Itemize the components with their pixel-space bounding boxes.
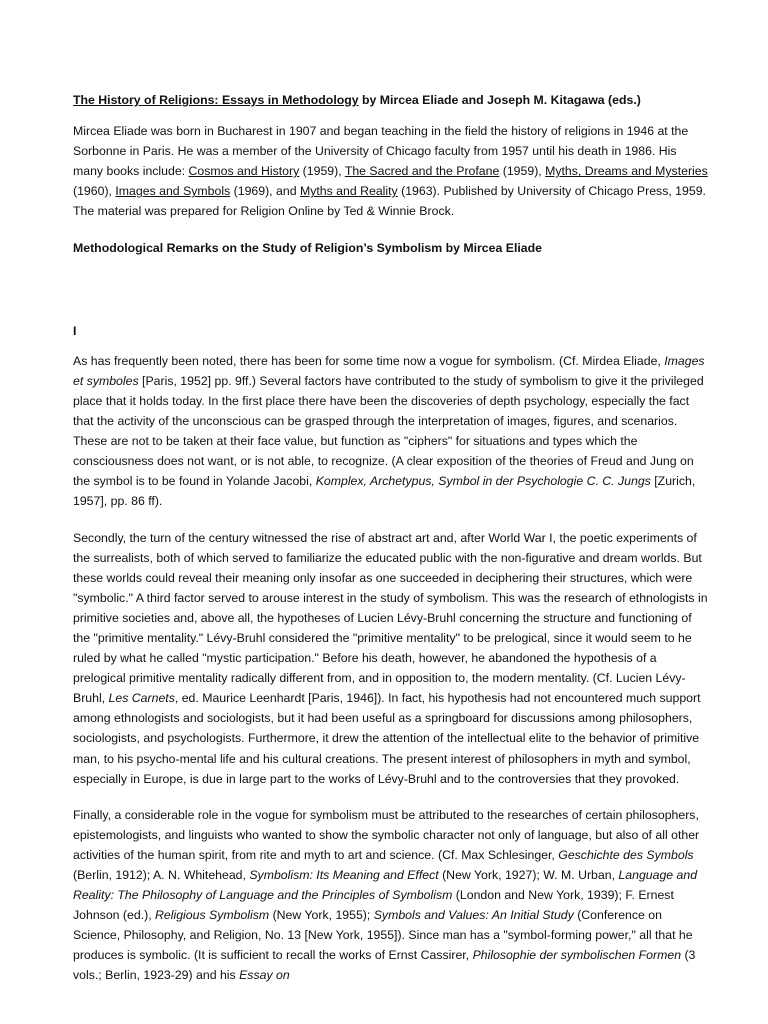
paragraph-1: As has frequently been noted, there has been for some time now a vogue for symbolism. (Cf. Mirdea Eliade, Images et symboles [Paris, 1952] pp. 9ff.) Several factors have contributed to the study of symbolism to give it the privileged place that it holds today. In the first place there have been the discoveries of depth psychology, especially the fact that the activity of the unconscious can be grasped through the interpretation of images, figures, and scenarios. These are not to be taken at their face value, but function as "ciphers" for situations and types which the consciousness does not want, or is not able, to recognize. (A clear exposition of the theories of Freud and Jung on the symbol is to be found in Yolande Jacobi, Komplex, Archetypus, Symbol in der Psychologie C. C. Jungs [Zurich, 1957], pp. 86 ff). [73,353,705,509]
author-bio: Mircea Eliade was born in Bucharest in 1907 and began teaching in the field the history of religions in 1946 at the Sorbonne in Paris. He was a member of the University of Chicago faculty from 1957 until his death in 1986. His many books include: Cosmos and History (1959), The Sacred and the Profane (1959), Myths, Dreams and Mysteries (1960), Images and Symbols (1969), and Myths and Reality (1963). Published by University of Chicago Press, 1959. The material was prepared for Religion Online by Ted & Winnie Brock. [73,124,708,219]
book-link-images-and-symbols[interactable]: Images and Symbols [115,184,231,199]
book-link-sacred-and-profane[interactable]: The Sacred and the Profane [344,164,500,179]
essay-title: Methodological Remarks on the Study of Religion’s Symbolism by Mircea Eliade [73,240,542,255]
document-header [73,90,708,110]
book-title-link[interactable]: The History of Religions: Essays in Methodology [73,93,359,107]
book-link-myths-and-reality[interactable]: Myths and Reality [299,184,398,199]
book-link-myths-dreams-mysteries[interactable]: Myths, Dreams and Mysteries [545,164,708,179]
book-byline: by Mircea Eliade and Joseph M. Kitagawa (eds.) [358,93,641,107]
paragraph-2: Secondly, the turn of the century witnessed the rise of abstract art and, after World War I, the poetic experiments of the surrealists, both of which served to familiarize the educated public with the non-figurative and dream worlds. But these worlds could reveal their meaning only insofar as one succeeded in deciphering their structures, which were "symbolic." A third factor served to arouse interest in the study of symbolism. This was the research of ethnologists in primitive societies and, above all, the hypotheses of Lucien Lévy-Bruhl concerning the structure and functioning of the "primitive mentality." Lévy-Bruhl considered the "primitive mentality" to be prelogical, since it would seem to he ruled by what he called "mystic participation." Before his death, however, he abandoned the hypothesis of a prelogical primitive mentality radically different from, and in opposition to, the modern mentality. (Cf. Lucien Lévy-Bruhl, Les Carnets, ed. Maurice Leenhardt [Paris, 1946]). In fact, his hypothesis had not encountered much support among ethnologists and sociologists, but it had been useful as a springboard for discussions among philosophers, sociologists, and psychologists. Furthermore, it drew the attention of the intellectual elite to the behavior of primitive man, to his psycho-mental life and his cultural creations. The present interest of philosophers in myth and symbol, especially in Europe, is due in large part to the works of Lévy-Bruhl and to the controversies that they provoked. [73,530,708,786]
paragraph-3: Finally, a considerable role in the vogue for symbolism must be attributed to the researches of certain philosophers, epistemologists, and linguists who wanted to show the symbolic character not only of language, but also of all other activities of the human spirit, from rite and myth to art and science. (Cf. Max Schlesinger, Geschichte des Symbols (Berlin, 1912); A. N. Whitehead, Symbolism: Its Meaning and Effect (New York, 1927); W. M. Urban, Language and Reality: The Philosophy of Language and the Principles of Symbolism (London and New York, 1939); F. Ernest Johnson (ed.), Religious Symbolism (New York, 1955); Symbols and Values: An Initial Study (Conference on Science, Philosophy, and Religion, No. 13 [New York, 1955]). Since man has a "symbol-forming power," all that he produces is symbolic. (It is sufficient to recall the works of Ernst Cassirer, Philosophie der symbolischen Formen (3 vols.; Berlin, 1923-29) and his Essay on [73,807,700,983]
book-link-cosmos-and-history[interactable]: Cosmos and History [188,164,300,179]
spacer [73,274,708,321]
section-numeral: I [73,323,77,338]
